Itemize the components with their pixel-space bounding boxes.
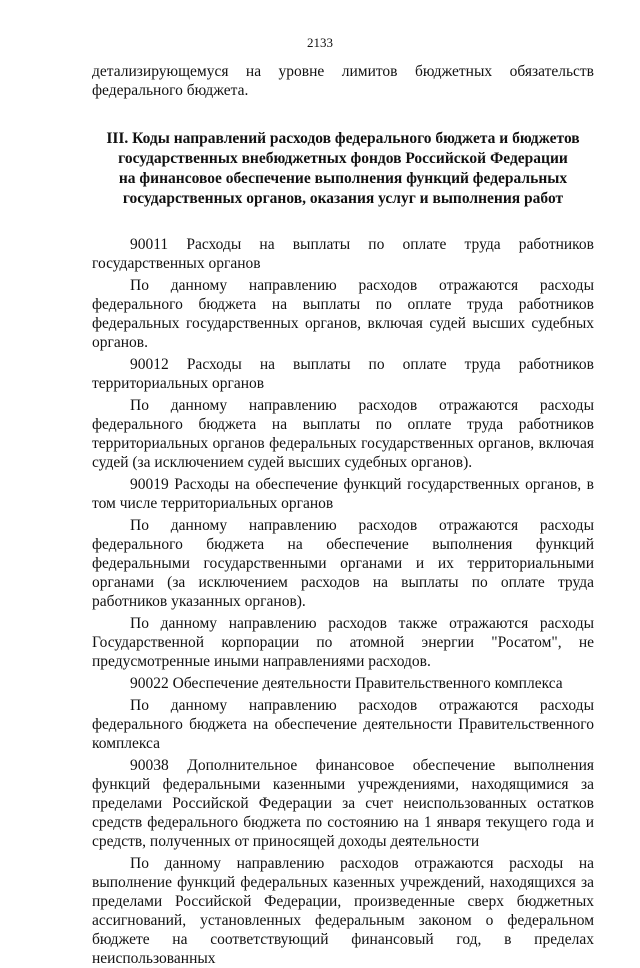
heading-line: государственных внебюджетных фондов Российской Федерации [118, 150, 568, 167]
description-paragraph: По данному направлению расходов отражаются расходы федерального бюджета на выплаты по оплате труда работников территориальных органов федеральных государственных органов, включая судей (за исключением судей высших судебных органов). [92, 397, 594, 471]
code-entry-90022: 90022 Обеспечение деятельности Правительственного комплекса [130, 675, 563, 692]
page-number: 2133 [307, 35, 333, 50]
section-heading [92, 129, 594, 209]
intro-paragraph: детализирующемуся на уровне лимитов бюджетных обязательств федерального бюджета. [92, 63, 594, 99]
heading-line: государственных органов, оказания услуг и выполнения работ [122, 190, 564, 207]
document-body [92, 62, 594, 968]
description-paragraph: По данному направлению расходов отражаются расходы федерального бюджета на выплаты по оплате труда работников федеральных государственных органов, включая судей высших судебных органов. [92, 277, 594, 351]
code-entry-90019: 90019 Расходы на обеспечение функций государственных органов, в том числе территориальных органов [92, 476, 594, 512]
code-entry-90011: 90011 Расходы на выплаты по оплате труда работников государственных органов [92, 236, 594, 272]
description-paragraph: По данному направлению расходов также отражаются расходы Государственной корпорации по атомной энергии "Росатом", не предусмотренные иными направлениями расходов. [92, 615, 594, 670]
description-paragraph: По данному направлению расходов отражаются расходы федерального бюджета на обеспечение выполнения функций федеральными государственными органами и их территориальными органами (за исключением расходов на выплаты по оплате труда работников указанных органов). [92, 517, 594, 610]
heading-line: III. Коды направлений расходов федерального бюджета и бюджетов [106, 130, 580, 147]
code-entry-90038: 90038 Дополнительное финансовое обеспечение выполнения функций федеральными казенными учреждениями, находящимися за пределами Российской Федерации за счет неиспользованных остатков средств федерального бюджета по состоянию на 1 января текущего года и средств, полученных от приносящей доходы деятельности [92, 757, 594, 850]
description-paragraph: По данному направлению расходов отражаются расходы на выполнение функций федеральных казенных учреждений, находящихся за пределами Российской Федерации, произведенные сверх бюджетных ассигнований, установленных федеральным законом о федеральном бюджете на соответствующий финансовый год, в пределах неиспользованных [92, 855, 594, 967]
description-paragraph: По данному направлению расходов отражаются расходы федерального бюджета на обеспечение деятельности Правительственного комплекса [92, 697, 594, 752]
code-entry-90012: 90012 Расходы на выплаты по оплате труда работников территориальных органов [92, 356, 594, 392]
heading-line: на финансовое обеспечение выполнения функций федеральных [118, 170, 568, 187]
